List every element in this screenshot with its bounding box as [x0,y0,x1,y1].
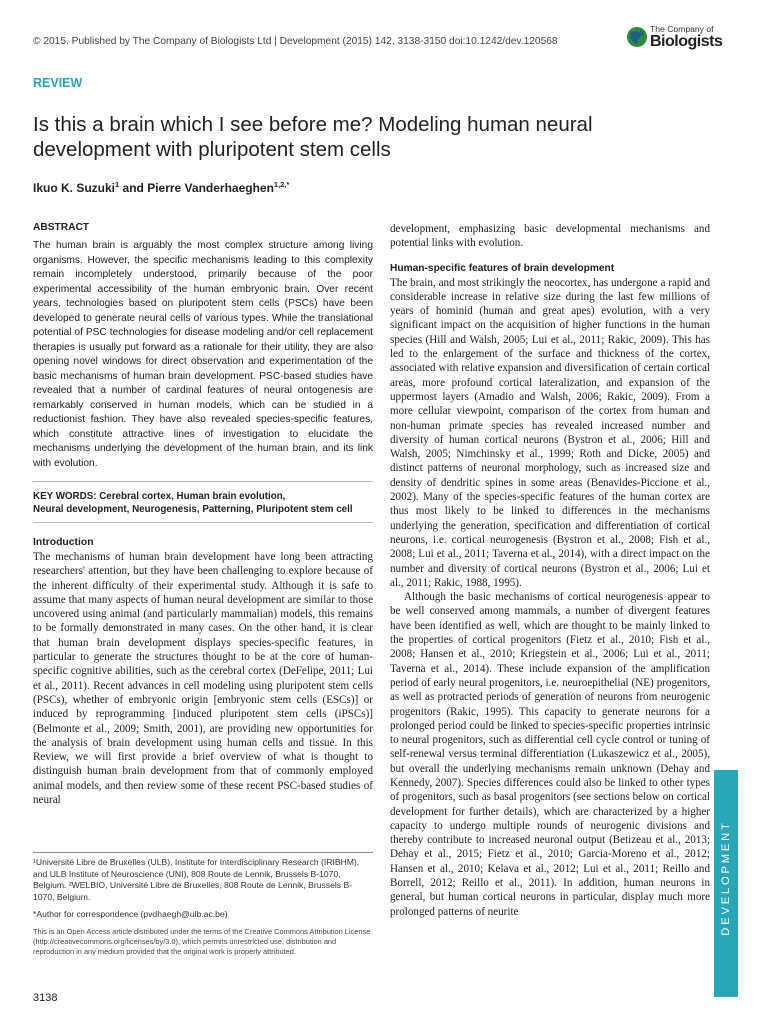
abstract-text: The human brain is arguably the most complex structure among living organisms. However, the specific mechanisms leading to this complexity remain incompletely understood, primarily because of the poor experimental accessibility of the human embryonic brain. Over recent years, technologies based on pluripotent stem cells (PSCs) have been developed to generate neural cells of various types. While the translational potential of PSC technologies for disease modeling and/or cell replacement therapies is usually put forward as a rationale for their utility, they are also opening novel windows for direct observation and experimentation of the basic mechanisms of human brain development. PSC-based studies have revealed that a number of cardinal features of neural ontogenesis are remarkably conserved in human models, which can be studied in a reductionist fashion. They have also revealed species-specific features, which constitute attractive lines of investigation to elucidate the mechanisms underlying the development of the human brain, and its link with evolution. [33,240,373,469]
journal-sidebar [714,770,738,997]
author-2-affiliation: 1,2,* [273,180,290,189]
right-column [390,222,710,919]
logo-text-name: Biologists [650,33,723,50]
footnotes [33,852,373,957]
citation-header: © 2015. Published by The Company of Biologists Ltd | Development (2015) 142, 3138-3150 doi:10.1242/dev.120568 [33,36,558,47]
author-list [33,180,289,195]
abstract-heading: ABSTRACT [33,222,90,233]
introduction-text: The mechanisms of human brain development have long been attracting researchers' attention, but they have been challenging to explore because of the inherent difficulty of their experimental study. Although it is safe to assume that many aspects of human neural development are similar to those uncovered using animal (and particularly mammalian) models, this remains to be formally demonstrated in many cases. On the other hand, it is clear that human brain development displays species-specific features, in particular to generate the structures thought to be at the core of human-specific cognitive abilities, such as the cerebral cortex (DeFelipe, 2011; Lui et al., 2011). Recent advances in cell modeling using pluripotent stem cells (PSCs), whether of embryonic origin [embryonic stem cells (ESCs)] or induced by reprogramming [induced pluripotent stem cells (iPSCs)] (Belmonte et al., 2009; Smith, 2001), are providing new opportunities for the analysis of brain development using human cells and tissue. In this Review, we will first provide a brief overview of what is thought to distinguish human brain development from that of commonly employed animal models, and then review some of these recent PSC-based studies of neural [33,551,373,807]
license-note: This is an Open Access article distributed under the terms of the Creative Commons Attribution License (http://creativecommons.org/licenses/by/3.0), which permits unrestricted use, distribution and reproduction in any medium provided that the original work is properly attributed. [33,926,371,956]
correspondence: *Author for correspondence (pvdhaegh@ulb.ac.be) [33,909,228,919]
author-1-affiliation: 1 [115,180,120,189]
author-2: and Pierre Vanderhaeghen [119,181,274,195]
logo-text-top: The Company of [650,24,714,34]
page-number: 3138 [33,992,58,1004]
paragraph-2: Although the basic mechanisms of cortical neurogenesis appear to be well conserved among mammals, a number of divergent features have been identified as well, which are thought to be mainly linked to the properties of cortical progenitors (Fietz et al., 2010; Fish et al., 2008; Hansen et al., 2010; Kriegstein et al., 2006; Lui et al., 2011; Taverna et al., 2014). These include expansion of the amplification period of early neural progenitors, i.e. neuroepithelial (NE) progenitors, as well as protracted periods of generation of neurons from neurogenic progenitors (Rakic, 1995). This capacity to generate neurons for a prolonged period could be linked to species-specific properties intrinsic to neural progenitors, such as differential cell cycle control or tuning of self-renewal versus terminal differentiation (Lukaszewicz et al., 2005), but overall the underlying mechanisms remain unknown (Dehay and Kennedy, 2007). Species differences could also be linked to other types of progenitors, such as basal progenitors (see sections below on cortical development for further details), which are characterized by a higher capacity to undergo multiple rounds of neurogenic divisions and thereby contribute to increased neuronal output (Betizeau et al., 2013; Dehay et al., 2015; Fietz et al., 2010; Garcia-Moreno et al., 2012; Hansen et al., 2010; Kelava et al., 2012; Lui et al., 2011; Reillo and Borrell, 2012; Reillo et al., 2011). In addition, human neurons in general, but human cortical neurons in particular, display much more prolonged patterns of neurite [390,591,710,918]
affiliations: ¹Université Libre de Bruxelles (ULB), Institute for Interdisciplinary Research (IRIBHM), and ULB Institute of Neuroscience (UNI), 808 Route de Lennik, Brussels B-1070, Belgium. ²WELBIO, Université Libre de Bruxelles, 808 Route de Lennik, Brussels B-1070, Belgium. [33,857,360,902]
continuation-text: development, emphasizing basic developmental mechanisms and potential links with evolution. [390,223,710,250]
section-heading: Human-specific features of brain development [390,262,615,274]
sidebar-label: DEVELOPMENT [720,820,732,936]
paragraph-1: The brain, and most strikingly the neocortex, has undergone a rapid and considerable increase in relative size during the last few millions of years of hominid (human and great apes) evolution, with a very significant impact on the acquisition of higher functions in the human species (Hill and Walsh, 2005; Lui et al., 2011; Rakic, 2009). This has led to the enlargement of the surface and thickness of the cortex, associated with relative expansion and diversification of certain cortical areas, more profound cortical lateralization, and expansion of the uppermost layers (Amadio and Walsh, 2006; Rakic, 2009). From a more cellular viewpoint, comparison of the cortex from human and non-human primate species has revealed increased number and diversity of human cortical neurons (Bystron et al., 2006; Hill and Walsh, 2005; Nimchinsky et al., 1999; Roth and Dicke, 2005) and distinct patterns of neuronal morphology, such as increased size and density of dendritic spines in some areas (Benavides-Piccione et al., 2002). Many of the species-specific features of the human cortex are thus most likely to be linked to differences in the mechanisms underlying the generation, specification and differentiation of cortical neurons, i.e. cortical neurogenesis (Bystron et al., 2008; Fish et al., 2008; Lui et al., 2011; Taverna et al., 2014), with a direct impact on the number and diversity of cortical neurons (Bystron et al., 2006; Lui et al., 2011; Rakic, 1988, 1995). [390,276,710,589]
publisher-logo[interactable] [626,22,723,56]
author-1: Ikuo K. Suzuki [33,181,116,195]
left-column [33,222,373,807]
keywords-line-2: Neural development, Neurogenesis, Patterning, Pluripotent stem cell [33,504,353,515]
keywords [33,481,373,523]
section-label: REVIEW [33,76,83,90]
globe-icon [626,26,648,48]
article-title: Is this a brain which I see before me? Modeling human neural development with pluripotent stem cells [33,113,593,161]
keywords-line-1: KEY WORDS: Cerebral cortex, Human brain evolution, [33,491,286,502]
introduction-heading: Introduction [33,537,94,548]
